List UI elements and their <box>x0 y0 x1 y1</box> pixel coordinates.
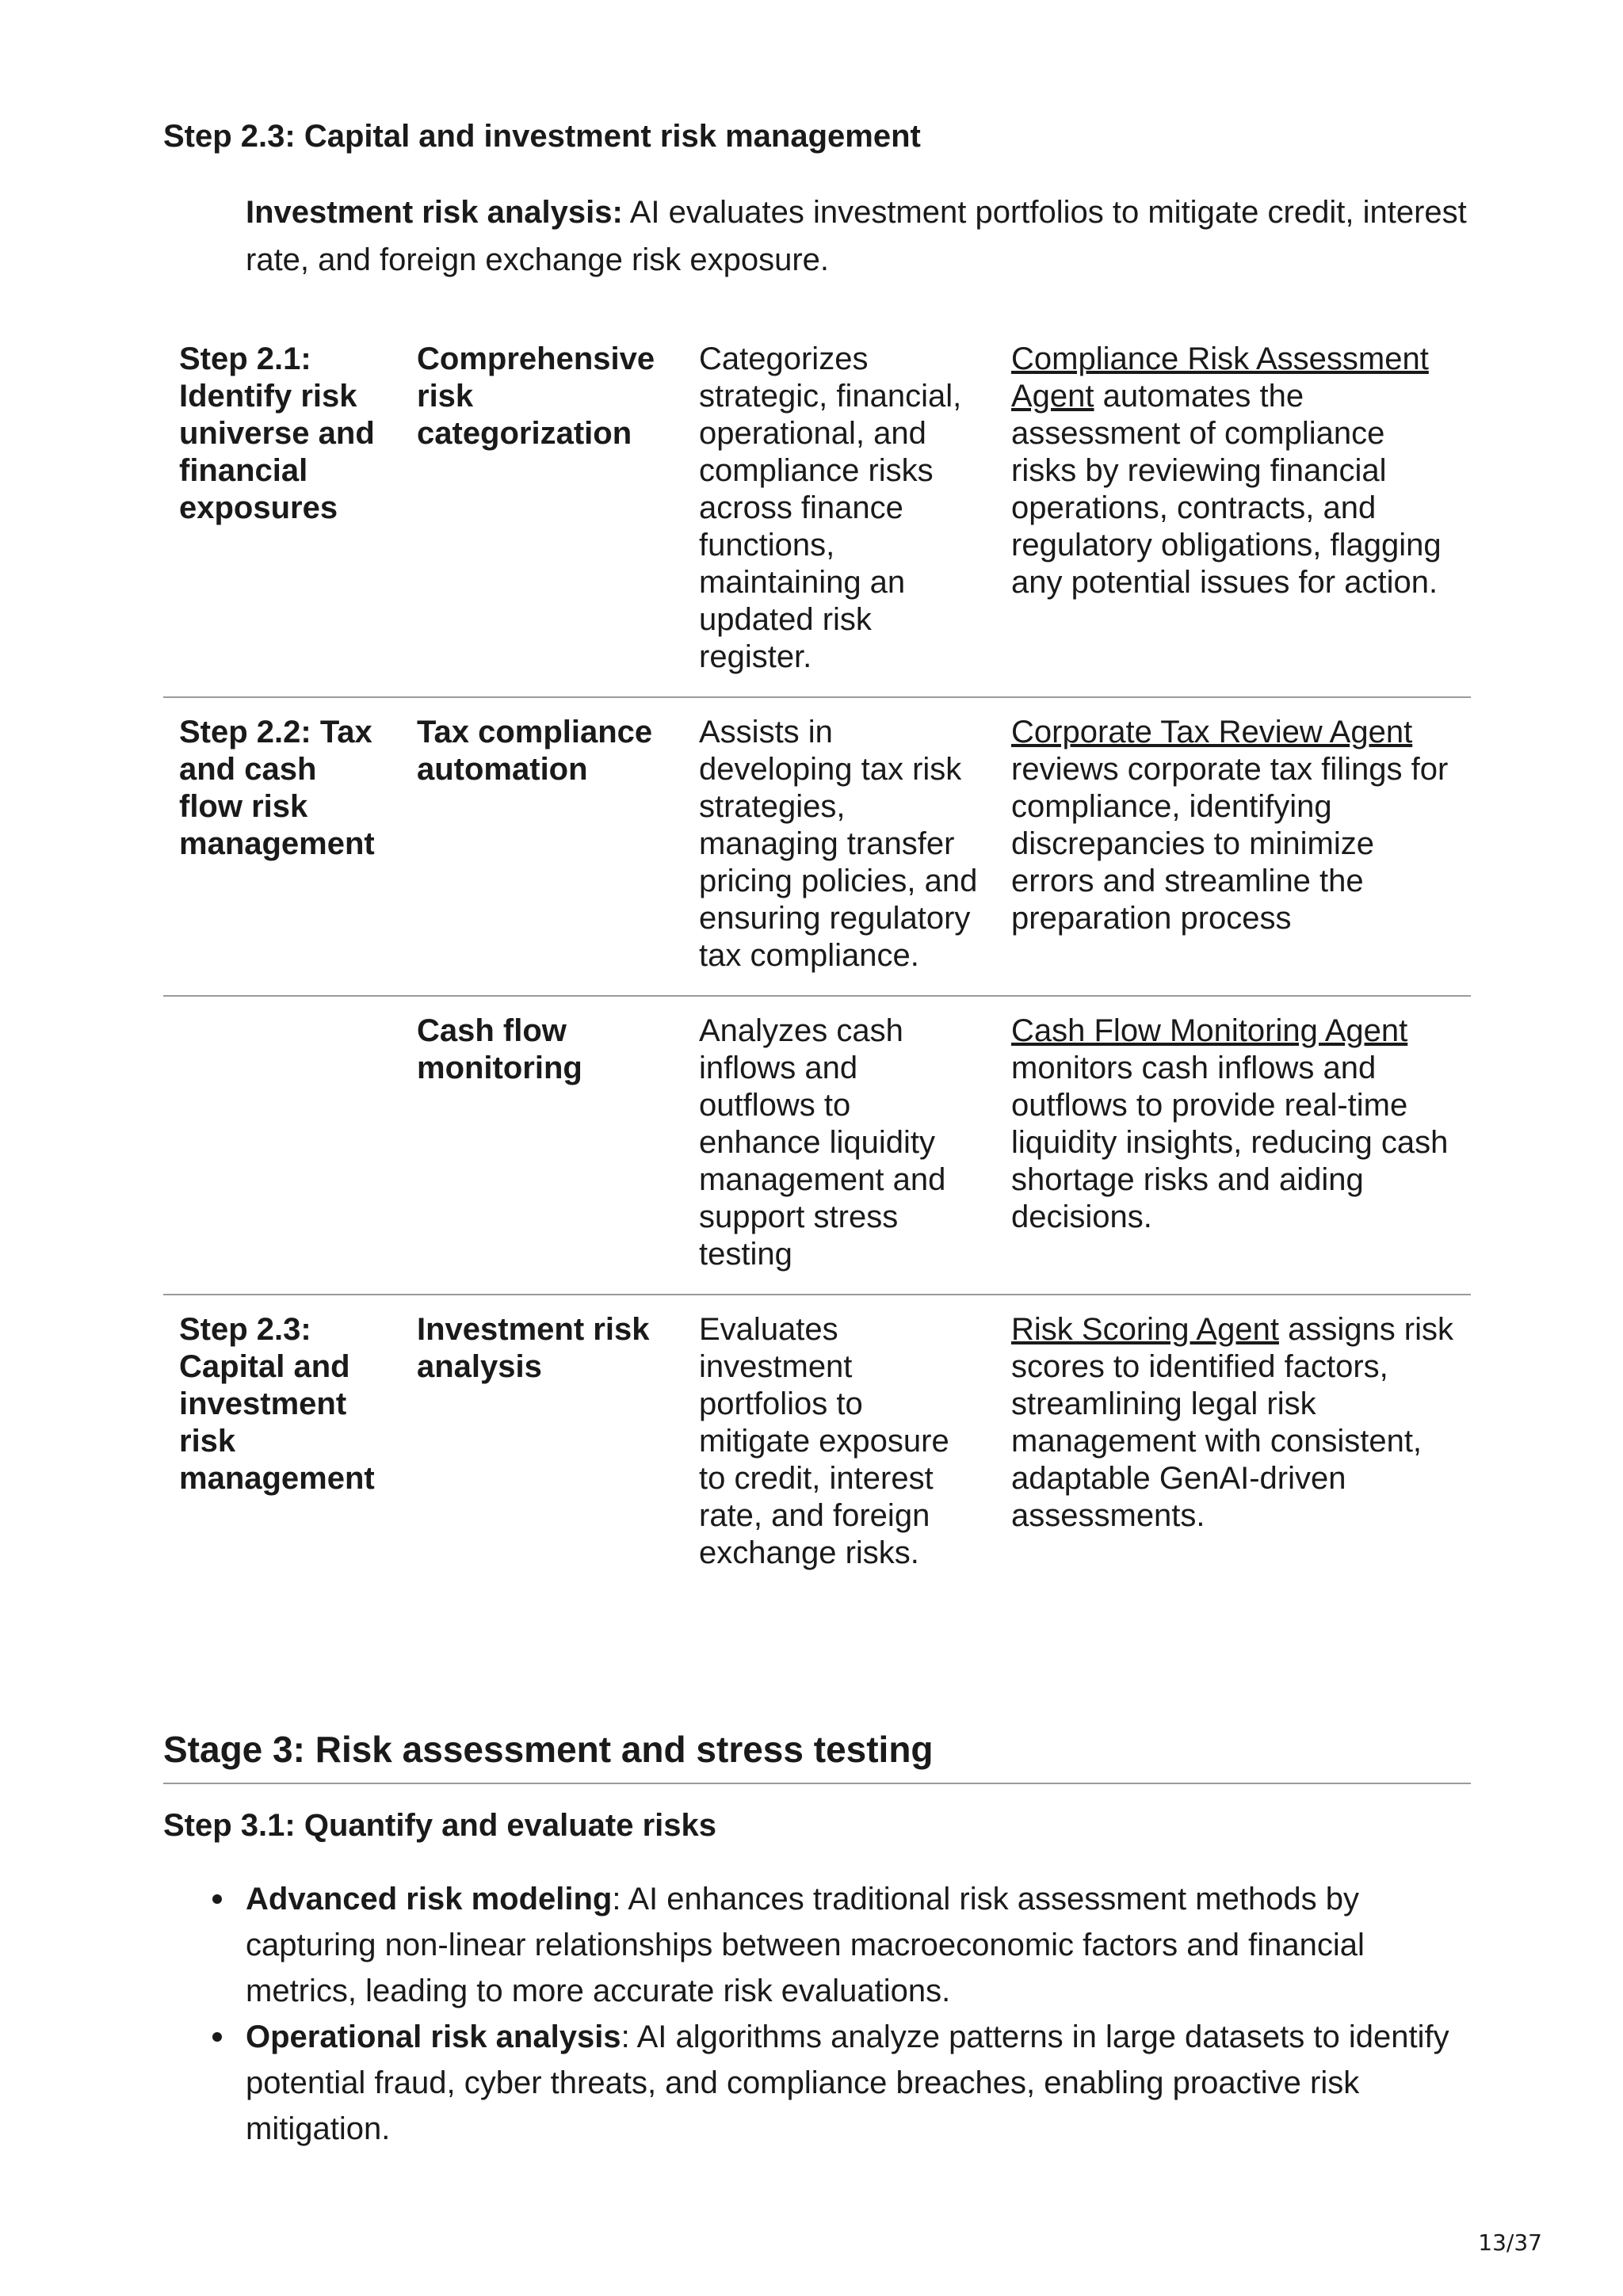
agent-cell <box>995 697 1471 996</box>
table-row <box>163 996 1471 1295</box>
stage-3-heading: Stage 3: Risk assessment and stress testing <box>163 1727 1471 1784</box>
activity-cell: Cash flow monitoring <box>401 996 683 1295</box>
activity-cell: Investment risk analysis <box>417 1312 650 1384</box>
step-cell: Step 2.1: Identify risk universe and financial exposures <box>163 325 401 697</box>
page-number: 13/37 <box>1478 2229 1542 2256</box>
investment-risk-text: AI evaluates investment portfolios to mitigate credit, interest rate, and foreign exchange risk exposure. <box>246 195 1467 277</box>
step-cell <box>163 996 401 1295</box>
agent-cell <box>995 325 1471 697</box>
list-item <box>246 2014 1471 2152</box>
investment-risk-paragraph <box>246 189 1471 284</box>
description-cell: Evaluates investment portfolios to mitigate exposure to credit, interest rate, and foreign exchange risks. <box>699 1312 949 1570</box>
agent-link[interactable]: Compliance Risk Assessment Agent <box>1011 341 1429 414</box>
table-row <box>163 325 1471 697</box>
description-cell: Analyzes cash inflows and outflows to enhance liquidity management and support stress testing <box>683 996 995 1295</box>
activity-cell: Comprehensive risk categorization <box>401 325 683 697</box>
bullet-text: : AI enhances traditional risk assessment methods by capturing non-linear relationships between macroeconomic factors and financial metrics, leading to more accurate risk evaluations. <box>246 1882 1365 2008</box>
agent-cell <box>995 996 1471 1295</box>
description-cell: Assists in developing tax risk strategies, managing transfer pricing policies, and ensuring regulatory tax compliance. <box>683 697 995 996</box>
agent-cell <box>995 1295 1471 1592</box>
investment-risk-label: Investment risk analysis: <box>246 195 623 230</box>
table-row <box>163 697 1471 996</box>
list-item <box>246 1876 1471 2014</box>
risk-bullet-list <box>163 1876 1471 2152</box>
agent-text: monitors cash inflows and outflows to provide real-time liquidity insights, reducing cash shortage risks and aiding decisions. <box>1011 1051 1449 1234</box>
agent-link[interactable]: Risk Scoring Agent <box>1011 1312 1279 1347</box>
step-2-3-heading: Step 2.3: Capital and investment risk management <box>163 119 921 154</box>
document-page <box>163 117 1471 2152</box>
step-3-1-heading: Step 3.1: Quantify and evaluate risks <box>163 1808 717 1843</box>
bullet-label: Advanced risk modeling <box>246 1882 613 1917</box>
bullet-dot-icon <box>212 2032 222 2042</box>
agent-text: automates the assessment of compliance risks by reviewing financial operations, contracts, and regulatory obligations, flagging any potential issues for action. <box>1011 379 1442 600</box>
bullet-text: : AI algorithms analyze patterns in large datasets to identify potential fraud, cyber threats, and compliance breaches, enabling proactive risk mitigation. <box>246 2019 1449 2146</box>
step-cell: Step 2.2: Tax and cash flow risk management <box>163 697 401 996</box>
activity-cell: Tax compliance automation <box>401 697 683 996</box>
risk-agent-table <box>163 325 1471 1592</box>
agent-text: assigns risk scores to identified factors, streamlining legal risk management with consistent, adaptable GenAI-driven assessments. <box>1011 1312 1454 1533</box>
step-cell: Step 2.3: Capital and investment risk management <box>179 1312 375 1496</box>
bullet-label: Operational risk analysis <box>246 2019 621 2054</box>
agent-link[interactable]: Corporate Tax Review Agent <box>1011 715 1413 749</box>
description-cell: Categorizes strategic, financial, operational, and compliance risks across finance functions, maintaining an updated risk register. <box>683 325 995 697</box>
bullet-dot-icon <box>212 1894 222 1904</box>
agent-link[interactable]: Cash Flow Monitoring Agent <box>1011 1013 1408 1048</box>
agent-text: reviews corporate tax filings for compliance, identifying discrepancies to minimize errors and streamline the preparation process <box>1011 752 1449 936</box>
table-row <box>163 1295 1471 1592</box>
